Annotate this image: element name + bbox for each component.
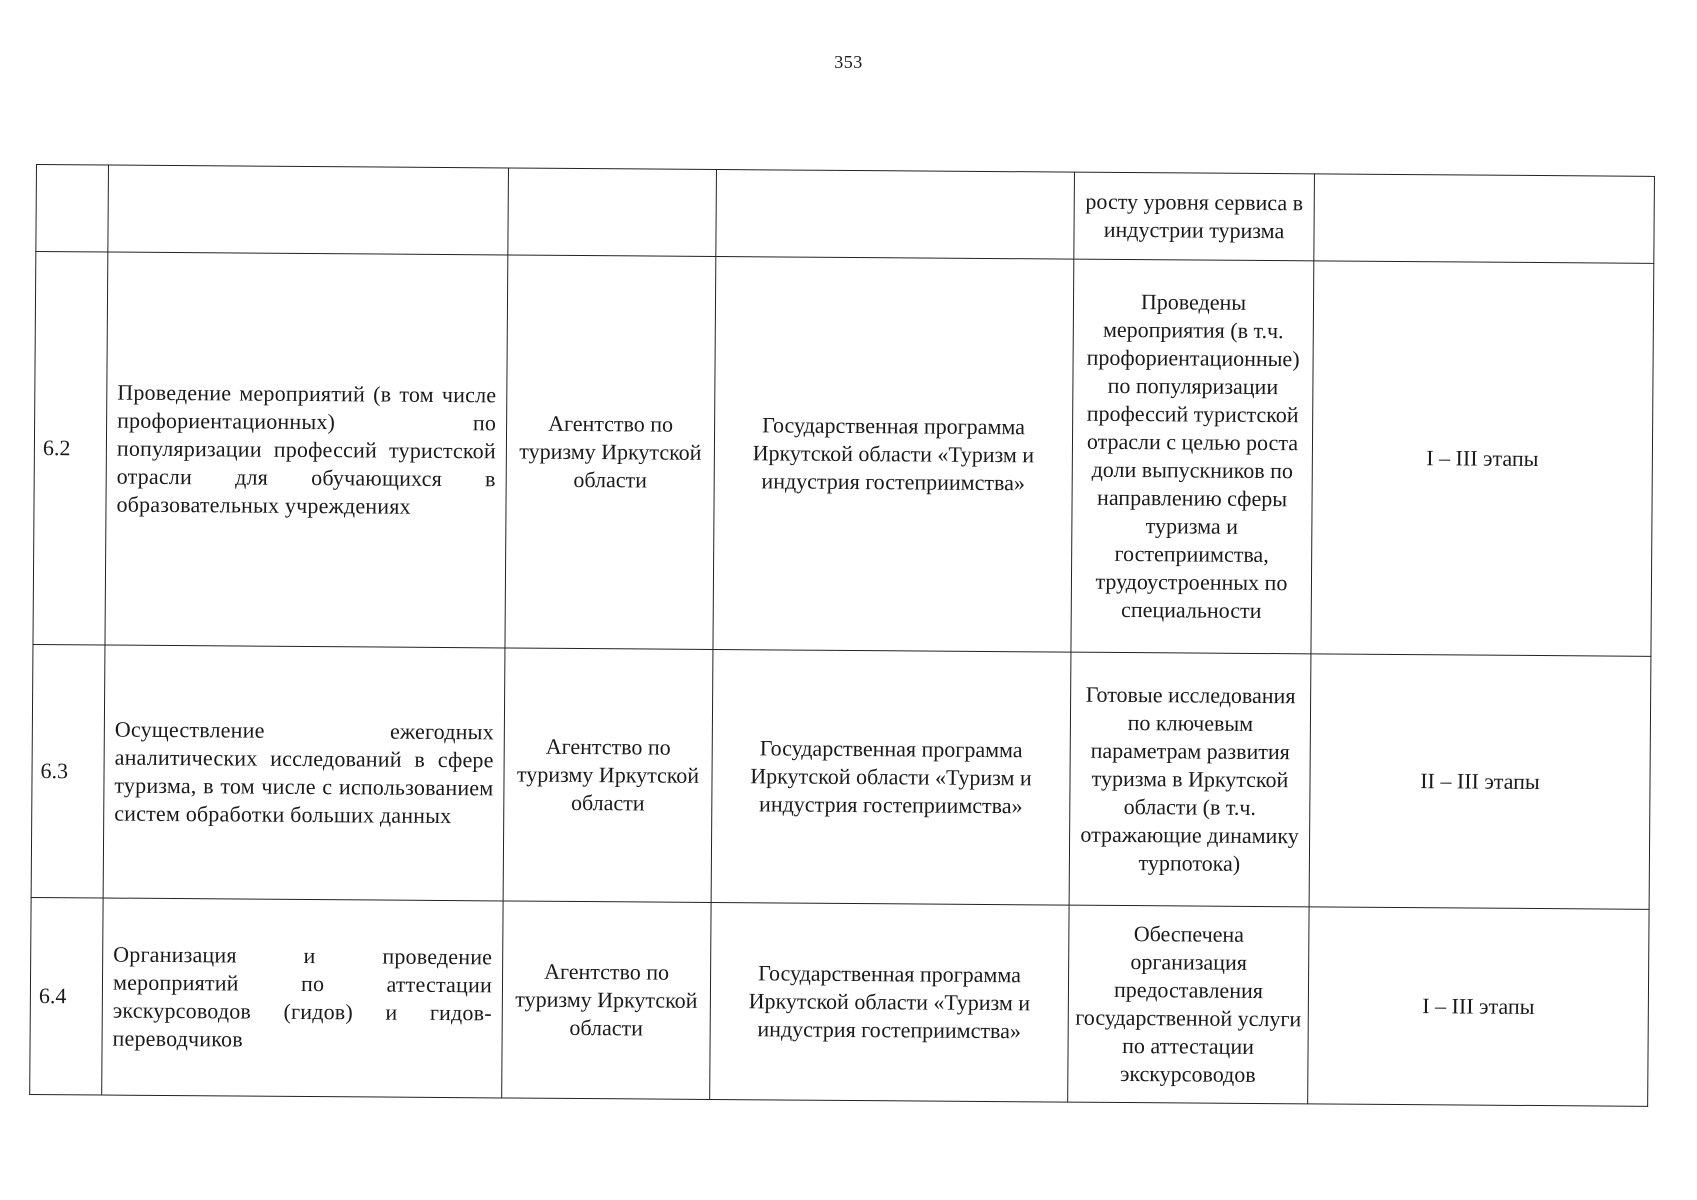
- result-cell: Обеспечена организация предоставления государственной услуги по аттестации экскурсоводов: [1068, 905, 1309, 1104]
- activities-table: [29, 164, 1655, 1107]
- table-row: [33, 252, 1654, 657]
- result-cell: росту уровня сервиса в индустрии туризма: [1074, 172, 1315, 261]
- program-cell: Государственная программа Иркутской области «Туризм и индустрия гостеприимства»: [710, 902, 1069, 1102]
- row-number-cell: [36, 165, 109, 253]
- table-row: [36, 165, 1655, 264]
- executor-cell: [508, 168, 717, 257]
- stage-cell: I – III этапы: [1308, 907, 1649, 1106]
- event-cell: Осуществление ежегодных аналитических исследований в сфере туризма, в том числе с использованием систем обработки больших данных: [103, 645, 505, 901]
- page-number: 353: [834, 52, 863, 72]
- program-cell: Государственная программа Иркутской области «Туризм и индустрия гостеприимства»: [711, 649, 1071, 905]
- stage-cell: II – III этапы: [1309, 654, 1651, 909]
- program-cell: Государственная программа Иркутской области «Туризм и индустрия гостеприимства»: [713, 256, 1074, 652]
- executor-cell: Агентство по туризму Иркутской области: [505, 255, 716, 650]
- event-cell: Проведение мероприятий (в том числе профориентационных) по популяризации профессий туристской отрасли для обучающихся в образовательных учреждениях: [105, 252, 508, 648]
- stage-cell: [1314, 174, 1655, 263]
- executor-cell: Агентство по туризму Иркутской области: [503, 648, 713, 903]
- row-number-cell: 6.4: [30, 897, 103, 1095]
- table-row: [31, 644, 1651, 909]
- event-cell: [108, 165, 509, 255]
- program-cell: [716, 169, 1075, 259]
- row-number-cell: 6.2: [33, 252, 108, 646]
- table-row: [30, 897, 1649, 1106]
- event-cell: Организация и проведение мероприятий по аттестации экскурсоводов (гидов) и гидов-переводчиков: [102, 898, 503, 1098]
- executor-cell: Агентство по туризму Иркутской области: [502, 901, 711, 1100]
- result-cell: Проведены мероприятия (в т.ч. профориентационные) по популяризации профессий туристской отрасли с целью роста доли выпускников по направлению сферы туризма и гостеприимства, трудоустроенных по специальности: [1071, 259, 1314, 654]
- stage-cell: I – III этапы: [1311, 261, 1654, 656]
- row-number-cell: 6.3: [31, 644, 105, 898]
- result-cell: Готовые исследования по ключевым параметрам развития туризма в Иркутской области (в т.ч. отражающие динамику турпотока): [1069, 652, 1311, 907]
